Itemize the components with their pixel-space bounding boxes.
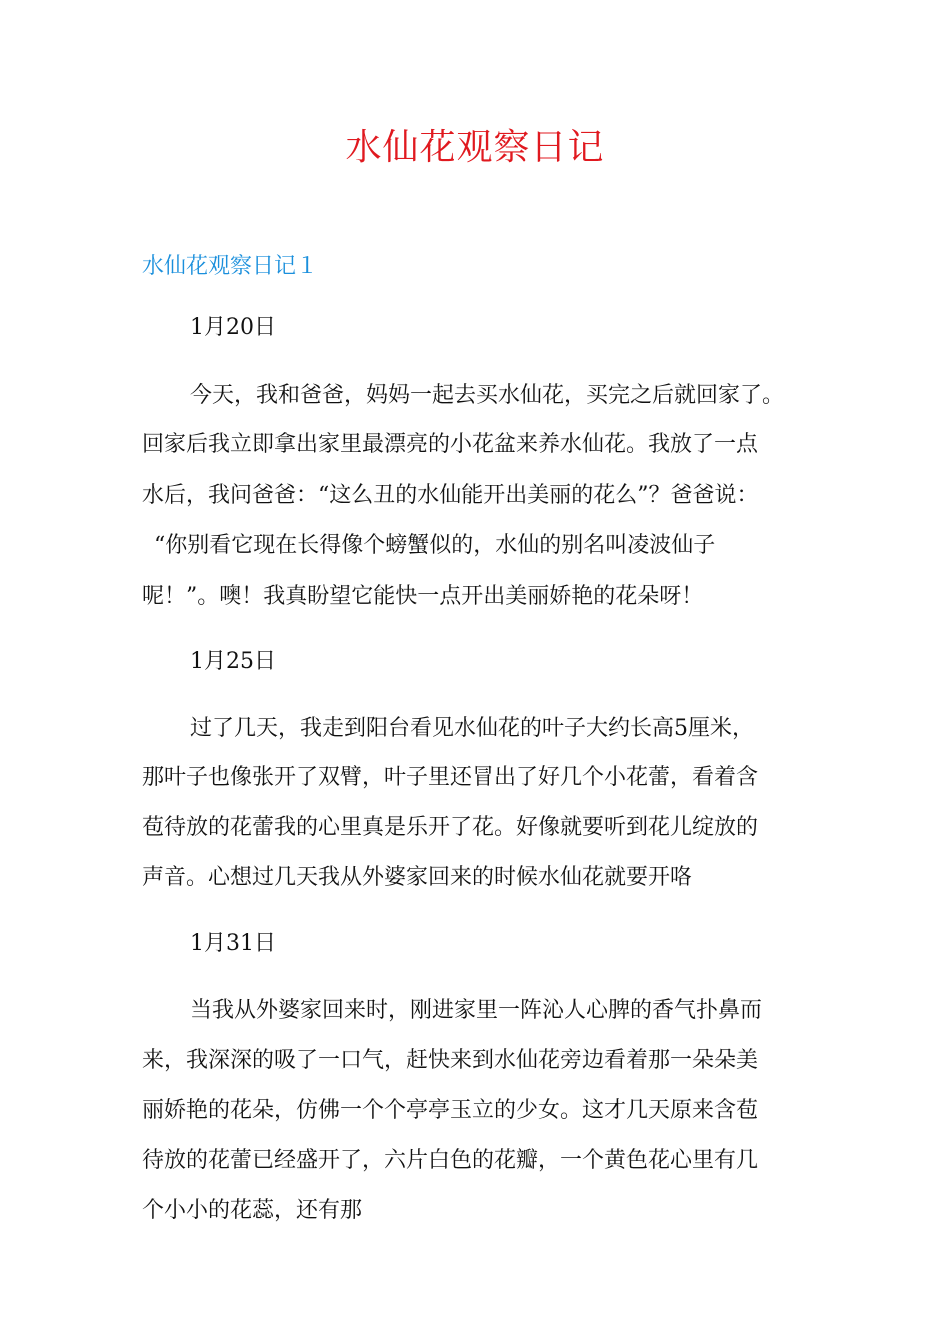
paragraph-line: 当我从外婆家回来时，刚进家里一阵沁人心脾的香气扑鼻而 xyxy=(190,998,763,1023)
paragraph-line: 呢！”。噢！我真盼望它能快一点开出美丽娇艳的花朵呀！ xyxy=(142,584,704,609)
paragraph-line: 丽娇艳的花朵，仿佛一个个亭亭玉立的少女。这才几天原来含苞 xyxy=(142,1098,759,1123)
document-title: 水仙花观察日记 xyxy=(345,127,605,168)
paragraph-line: 个小小的花蕊，还有那 xyxy=(142,1198,363,1223)
paragraph-line: 待放的花蕾已经盛开了，六片白色的花瓣，一个黄色花心里有几 xyxy=(142,1148,759,1173)
paragraph-line: “你别看它现在长得像个螃蟹似的，水仙的别名叫凌波仙子 xyxy=(154,533,716,558)
section-heading: 水仙花观察日记１ xyxy=(142,254,319,279)
paragraph-line: 那叶子也像张开了双臂，叶子里还冒出了好几个小花蕾，看着含 xyxy=(142,765,759,790)
paragraph-line: 声音。心想过几天我从外婆家回来的时候水仙花就要开咯 xyxy=(142,865,693,890)
paragraph-line: 回家后我立即拿出家里最漂亮的小花盆来养水仙花。我放了一点 xyxy=(142,432,759,457)
paragraph-line: 水后，我问爸爸：“这么丑的水仙能开出美丽的花么”？爸爸说： xyxy=(142,483,759,508)
entry-date: 1月25日 xyxy=(190,649,276,674)
paragraph-line: 今天，我和爸爸，妈妈一起去买水仙花，买完之后就回家了。 xyxy=(190,383,785,408)
paragraph-line: 过了几天，我走到阳台看见水仙花的叶子大约长高5厘米， xyxy=(190,716,754,741)
entry-date: 1月20日 xyxy=(190,315,276,340)
paragraph-line: 来，我深深的吸了一口气，赶快来到水仙花旁边看着那一朵朵美 xyxy=(142,1048,759,1073)
entry-date: 1月31日 xyxy=(190,931,276,956)
paragraph-line: 苞待放的花蕾我的心里真是乐开了花。好像就要听到花儿绽放的 xyxy=(142,815,759,840)
